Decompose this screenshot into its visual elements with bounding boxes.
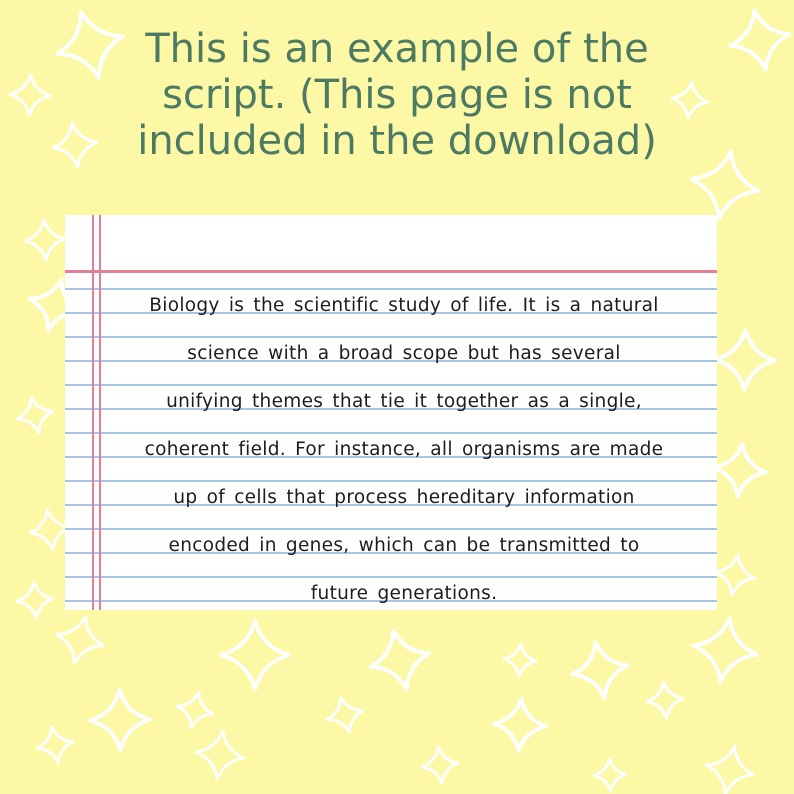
headline-line-3: included in the download): [137, 118, 657, 164]
sparkle-icon: [51, 611, 109, 669]
sparkle-icon: [503, 643, 537, 677]
passage-line-3: unifying themes that tie it together as a single,: [166, 391, 642, 412]
sparkle-icon: [193, 728, 246, 781]
sparkle-icon: [712, 552, 758, 598]
sparkle-icon: [568, 638, 632, 702]
sparkle-icon: [34, 724, 76, 766]
paper-margin-rule-right: [99, 215, 101, 610]
sample-passage: [107, 282, 701, 610]
sparkle-icon: [323, 693, 367, 737]
passage-line-6: encoded in genes, which can be transmitted to: [168, 535, 640, 556]
lined-paper: [65, 215, 717, 610]
sparkle-icon: [645, 680, 684, 719]
page-headline: [0, 26, 794, 164]
sparkle-icon: [420, 745, 460, 785]
sparkle-icon: [221, 621, 289, 689]
passage-line-7: future generations.: [310, 583, 498, 604]
sparkle-icon: [493, 698, 548, 753]
sparkle-icon: [24, 219, 66, 261]
headline-line-2: script. (This page is not: [162, 72, 632, 118]
sparkle-icon: [714, 329, 775, 390]
sparkle-icon: [16, 581, 54, 619]
passage-line-1: Biology is the scientific study of life. It is a natural: [149, 295, 659, 316]
paper-header-rule: [65, 270, 717, 273]
passage-line-4: coherent field. For instance, all organisms are made: [144, 439, 664, 460]
passage-line-2: science with a broad scope but has several: [187, 343, 621, 364]
sparkle-icon: [89, 689, 150, 750]
paper-margin-rule-left: [92, 215, 94, 610]
sparkle-icon: [593, 758, 626, 791]
passage-line-5: up of cells that process hereditary information: [173, 487, 635, 508]
sparkle-icon: [702, 742, 758, 794]
sparkle-icon: [14, 394, 57, 437]
sparkle-icon: [712, 442, 768, 498]
sparkle-icon: [689, 614, 761, 686]
paper-header-area: [65, 215, 717, 271]
headline-line-1: This is an example of the: [145, 26, 649, 72]
sparkle-icon: [174, 689, 217, 732]
sparkle-icon: [364, 624, 436, 696]
